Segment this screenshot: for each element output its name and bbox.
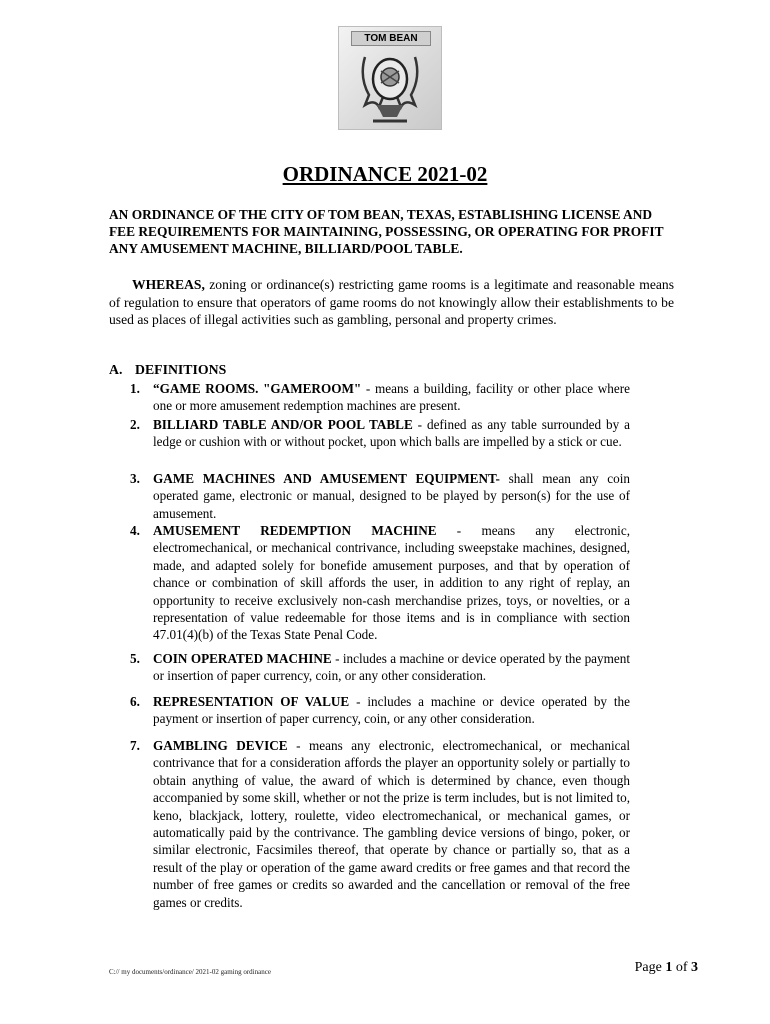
whereas-paragraph: [109, 276, 674, 329]
definition-item-6: [130, 693, 630, 728]
seal-label: TOM BEAN: [351, 31, 431, 46]
item-term: BILLIARD TABLE AND/OR POOL TABLE: [153, 417, 413, 432]
item-number: 4.: [130, 523, 140, 538]
whereas-lead: WHEREAS,: [132, 277, 205, 292]
city-seal: [338, 26, 442, 130]
item-number: 7.: [130, 738, 140, 753]
section-letter: A.: [109, 362, 123, 377]
item-number: 5.: [130, 651, 140, 666]
item-text: - means a building, facility or other place where one or more amusement redemption machines are present.: [153, 381, 631, 414]
preamble: AN ORDINANCE OF THE CITY OF TOM BEAN, TEXAS, ESTABLISHING LICENSE AND FEE REQUIREMENTS FOR MAINTAINING, POSSESSING, OR OPERATING FOR PROFIT ANY AMUSEMENT MACHINE, BILLIARD/POOL TABLE.: [109, 207, 664, 256]
page-total: 3: [691, 960, 698, 975]
item-text: - means any electronic, electromechanical, or mechanical contrivance that for a consideration affords the player an opportunity solely or partially to obtain anything of value, the award of which is determined by chance, even though accompanied by some skill, whether or not the prize is term includes, but is not limited to, keno, blackjack, lottery, roulette, video electromechanical, or mechanical games, or automatically paid by the contrivance. The gambling device versions of bingo, poker, or similar electronic, Facsimiles thereof, that operate by chance or partially so, that as a result of the play or operation of the game award credits or free games and that record the number of free games or credits so awarded and the cancellation or removal of the free games or credits.: [153, 738, 631, 910]
item-term: AMUSEMENT REDEMPTION MACHINE: [153, 523, 437, 538]
item-number: 3.: [130, 471, 140, 486]
page-current: 1: [665, 960, 673, 975]
item-term: “GAME ROOMS. "GAMEROOM": [153, 381, 362, 396]
definition-item-1: [130, 380, 630, 415]
item-term: COIN OPERATED MACHINE: [153, 651, 332, 666]
definition-item-4: [130, 522, 630, 644]
city-seal-emblem-icon: [355, 47, 425, 125]
page-word: Page: [634, 960, 662, 975]
whereas-text: zoning or ordinance(s) restricting game rooms is a legitimate and reasonable means of regulation to ensure that operators of game rooms do not knowingly allow their establishments to be used as places of illegal activities such as gambling, personal and property crimes.: [109, 277, 674, 327]
item-term: REPRESENTATION OF VALUE: [153, 694, 350, 709]
item-text: - includes a machine or device operated by the payment or insertion of paper currency, coin, or any other consideration.: [153, 651, 630, 684]
definition-item-7: [130, 737, 630, 911]
item-text: - means any electronic, electromechanical, or mechanical contrivance, including sweepstake machines, designed, made, and adapted solely for bonefide amusement purposes, and that by operation of chance or combination of skill affords the user, in addition to any right of replay, an opportunity to receive exclusively non-cash merchandise prizes, toys, or novelties, or a representation of value redeemable for those items and is in compliance with section 47.01(4)(b) of the Texas State Penal Code.: [153, 523, 630, 643]
definition-item-2: [130, 416, 630, 451]
item-text: - includes a machine or device operated by the payment or insertion of paper currency, coin, or any other consideration.: [153, 694, 631, 727]
definition-item-3: [130, 470, 630, 522]
page-number: [635, 960, 698, 976]
footer-file-path: C:// my documents/ordinance/ 2021-02 gaming ordinance: [109, 968, 271, 976]
item-number: 1.: [130, 381, 140, 396]
of-word: of: [675, 960, 688, 975]
section-heading: DEFINITIONS: [135, 362, 227, 377]
item-text: - defined as any table surrounded by a ledge or cushion with or without pocket, upon which balls are impelled by a stick or cue.: [153, 417, 630, 450]
item-text: shall mean any coin operated game, electronic or manual, designed to be played by person(s) for the use of amusement.: [153, 471, 630, 521]
item-term: GAME MACHINES AND AMUSEMENT EQUIPMENT-: [153, 471, 500, 486]
item-number: 6.: [130, 694, 140, 709]
definition-item-5: [130, 650, 630, 685]
page-title: ORDINANCE 2021-02: [282, 162, 488, 186]
item-number: 2.: [130, 417, 140, 432]
item-term: GAMBLING DEVICE: [153, 738, 288, 753]
definitions-heading: [109, 362, 226, 378]
